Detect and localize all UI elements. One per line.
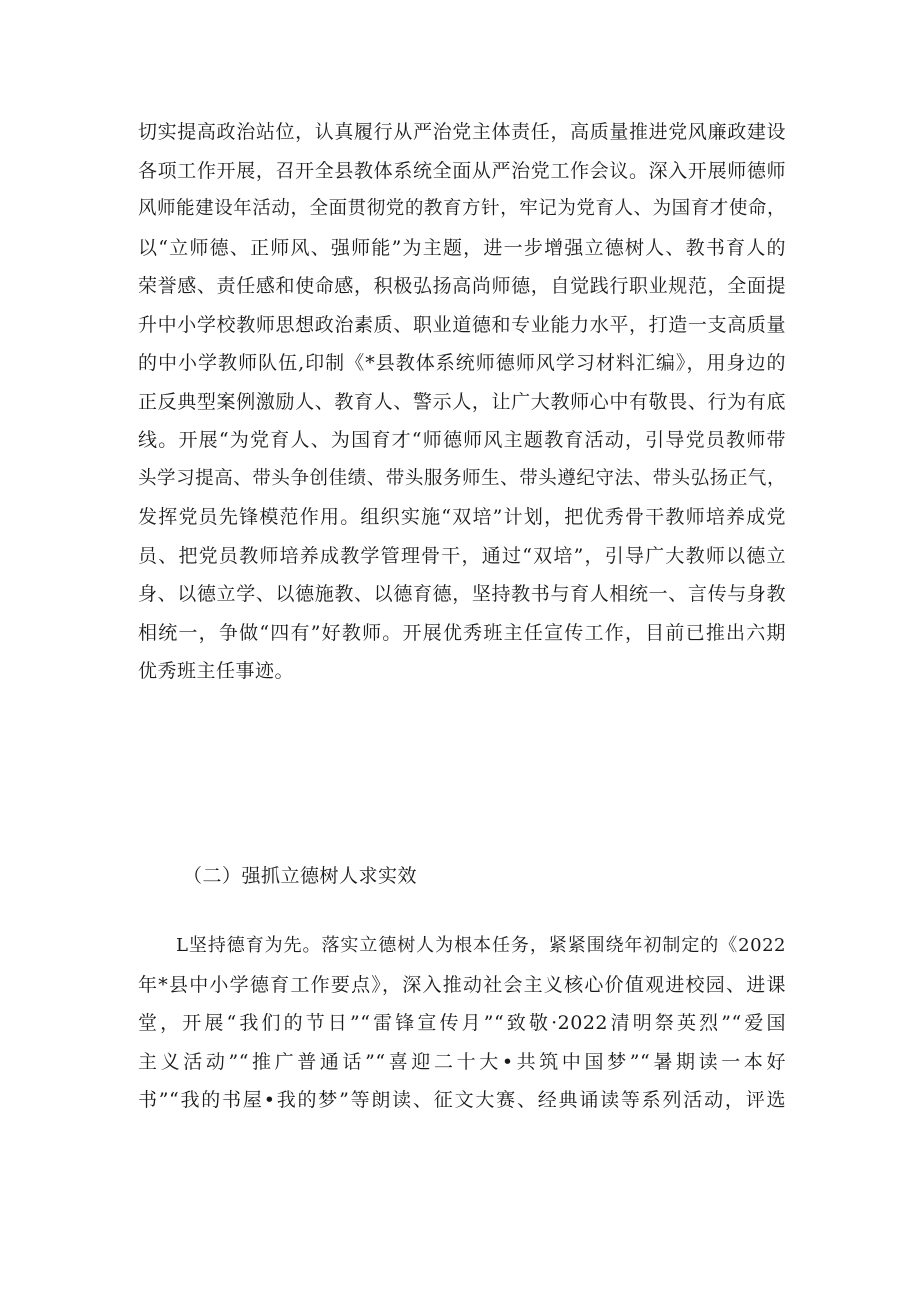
text-line: 正反典型案例激励人、教育人、警示人，让广大教师心中有敬畏、行为有底 bbox=[138, 390, 786, 413]
text-line: 员、把党员教师培养成教学管理骨干，通过“双培”，引导广大教师以德立 bbox=[138, 544, 786, 567]
paragraph-moral-education bbox=[138, 927, 786, 1120]
text-line: 升中小学校教师思想政治素质、职业道德和专业能力水平，打造一支高质量 bbox=[138, 313, 786, 336]
text-line: 切实提高政治站位，认真履行从严治党主体责任，高质量推进党风廉政建设 bbox=[138, 121, 786, 143]
text-line: 堂，开展“我们的节日”“雷锋宣传月”“致敬·2022清明祭英烈”“爱国 bbox=[138, 1012, 786, 1034]
text-line: 发挥党员先锋模范作用。组织实施“双培”计划，把优秀骨干教师培养成党 bbox=[138, 506, 786, 528]
text-line: 线。开展“为党育人、为国育才“师德师风主题教育活动，引导党员教师带 bbox=[138, 429, 786, 451]
text-line: 主义活动”“推广普通话”“喜迎二十大•共筑中国梦”“暑期读一本好 bbox=[138, 1050, 786, 1073]
paragraph-teacher-ethics bbox=[138, 113, 786, 691]
text-line: 头学习提高、带头争创佳绩、带头服务师生、带头遵纪守法、带头弘扬正气， bbox=[138, 467, 786, 489]
text-line: 书”“我的书屋•我的梦”等朗读、征文大赛、经典诵读等系列活动，评选 bbox=[138, 1089, 786, 1111]
text-line: 风师能建设年活动，全面贯彻党的教育方针，牢记为党育人、为国育才使命， bbox=[138, 198, 786, 219]
text-line: 相统一，争做“四有”好教师。开展优秀班主任宣传工作，目前已推出六期 bbox=[138, 621, 786, 644]
text-line: 年*县中小学德育工作要点》，深入推动社会主义核心价值观进校园、进课 bbox=[138, 973, 786, 996]
text-line: 各项工作开展，召开全县教体系统全面从严治党工作会议。深入开展师德师 bbox=[138, 159, 786, 182]
text-line: 以“立师德、正师风、强师能”为主题，进一步增强立德树人、教书育人的 bbox=[138, 236, 786, 259]
text-line: 优秀班主任事迹。 bbox=[138, 660, 295, 682]
text-line: 荣誉感、责任感和使命感，积极弘扬高尚师德，自觉践行职业规范，全面提 bbox=[138, 275, 786, 297]
text-line: 的中小学教师队伍,印制《*县教体系统师德师风学习材料汇编》，用身边的 bbox=[138, 352, 786, 374]
text-line: L坚持德育为先。落实立德树人为根本任务，紧紧围绕年初制定的《2022 bbox=[176, 935, 786, 956]
text-line: 身、以德立学、以德施教、以德育德，坚持教书与育人相统一、言传与身教 bbox=[138, 583, 786, 605]
section-heading: （二）强抓立德树人求实效 bbox=[183, 865, 418, 887]
